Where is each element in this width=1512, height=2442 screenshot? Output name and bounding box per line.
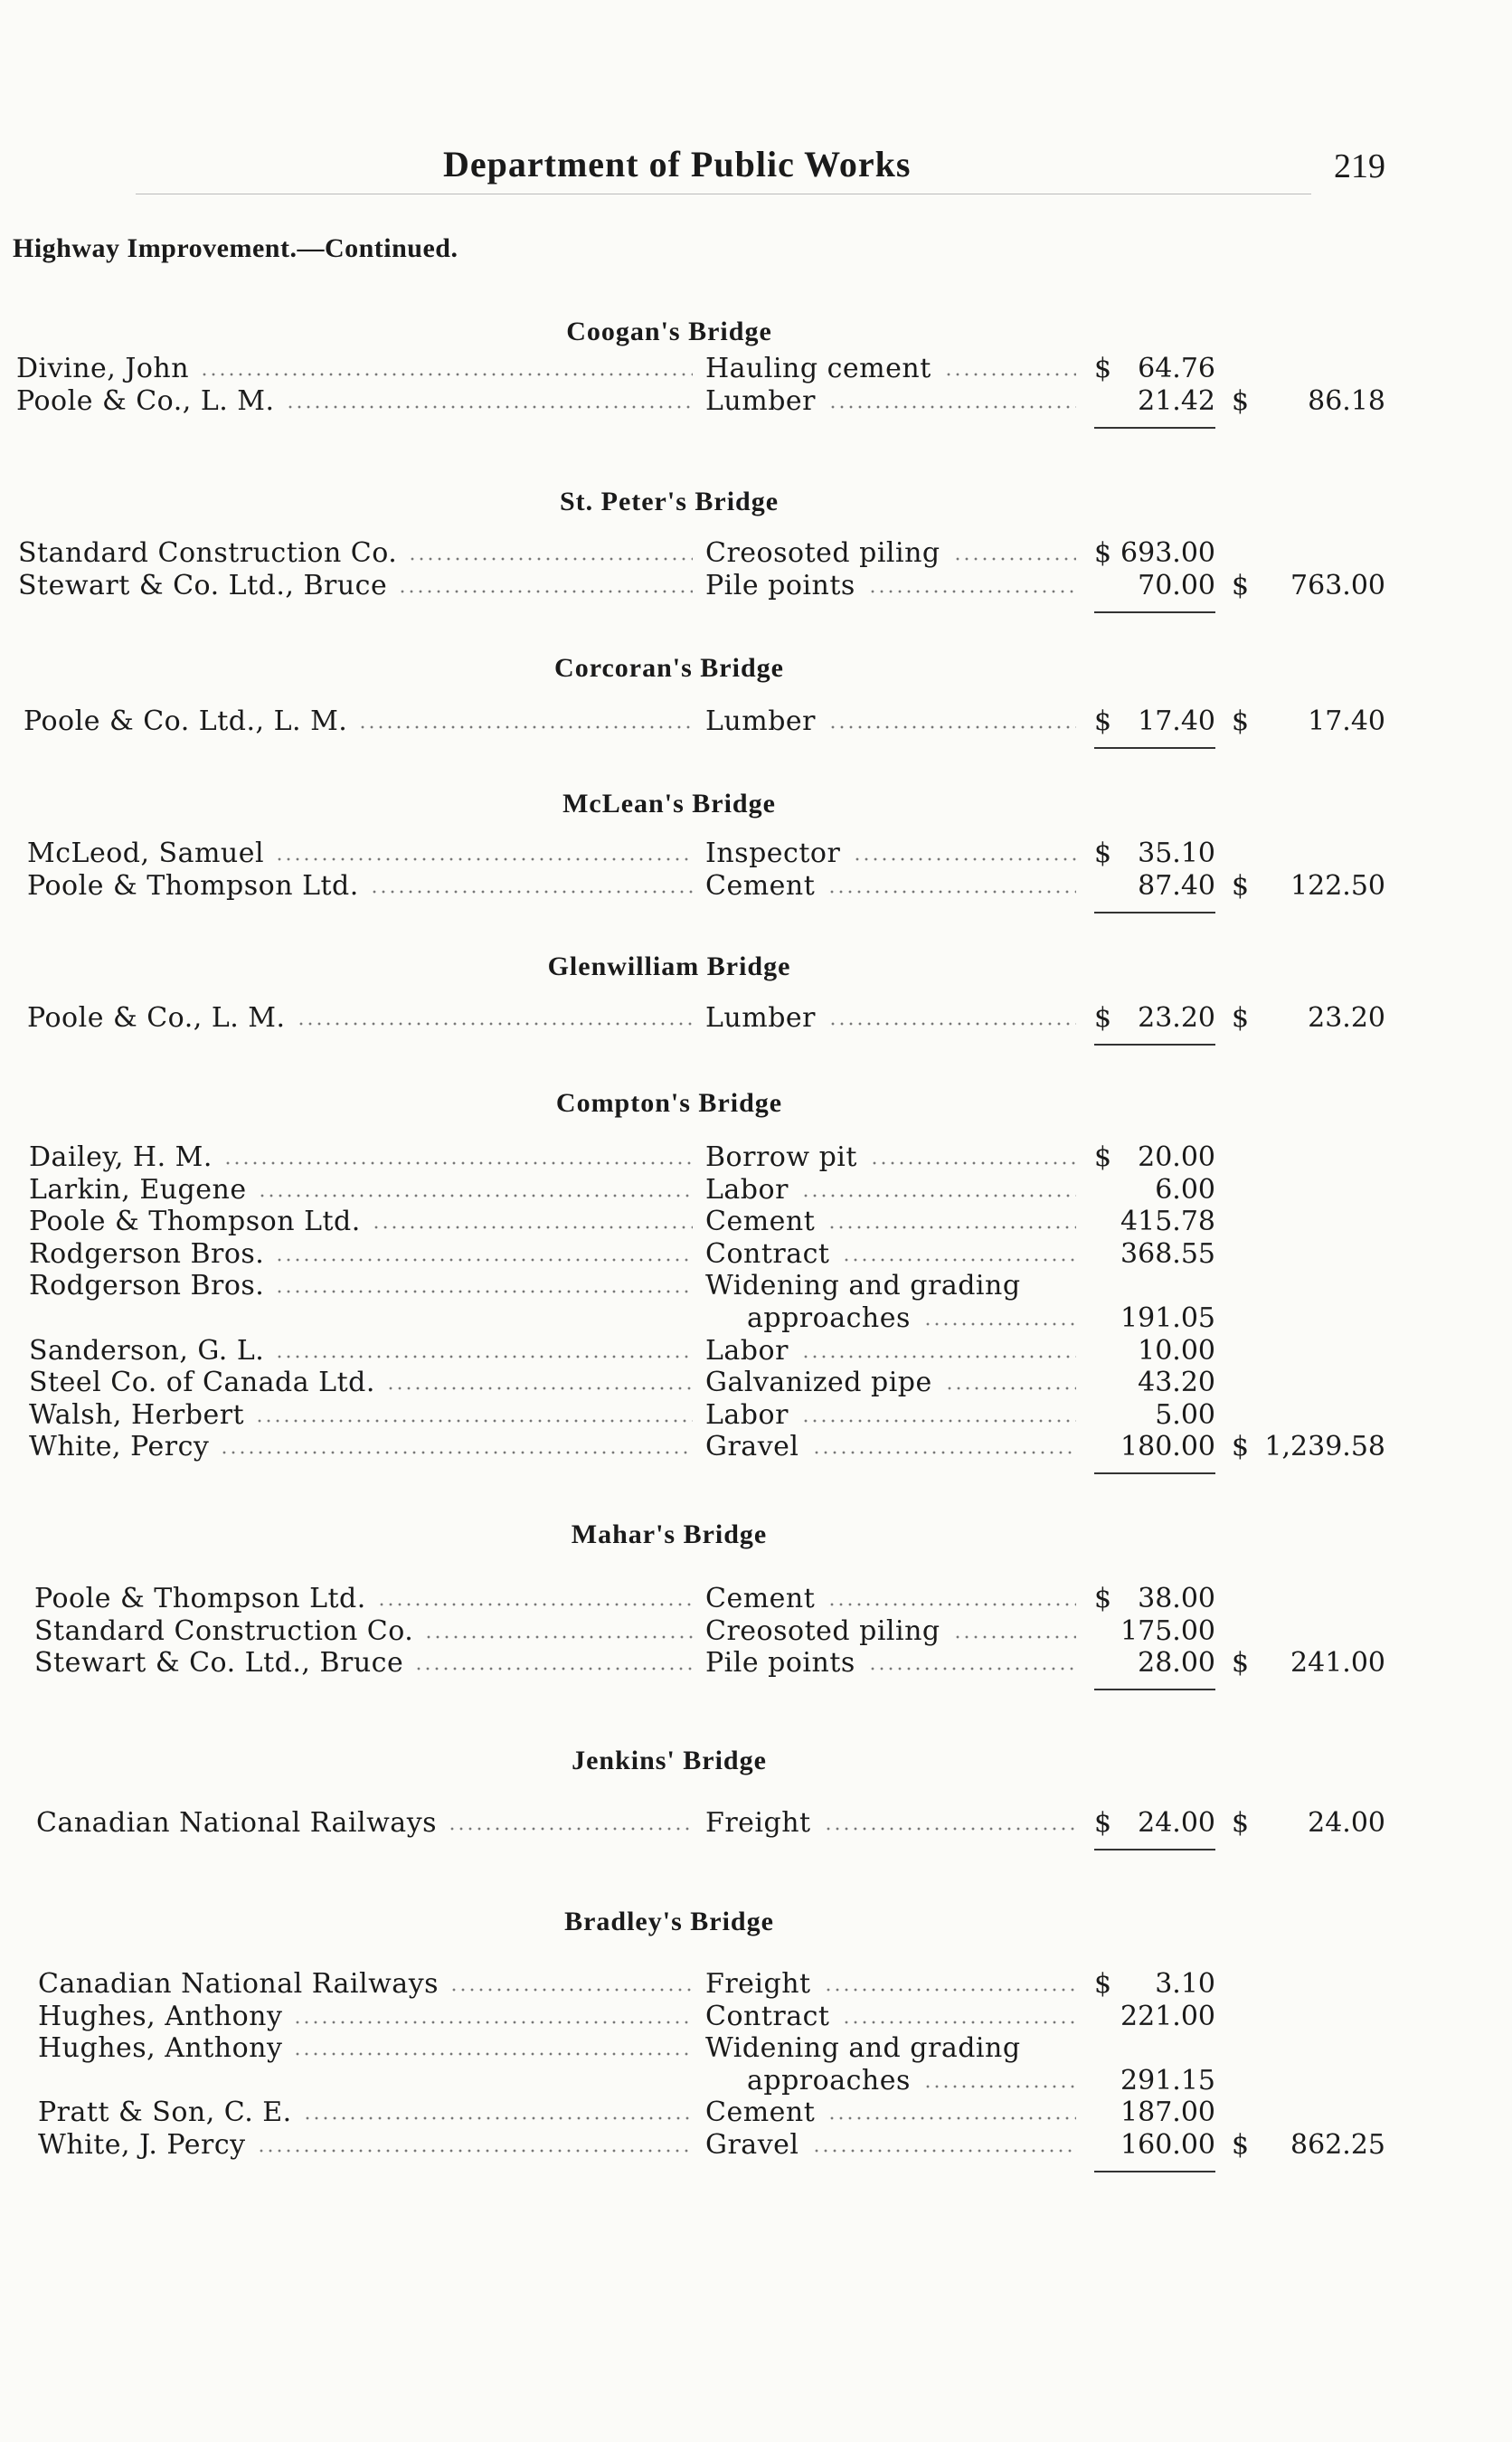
amount-value: 70.00 <box>1138 569 1215 601</box>
leader-dots <box>370 890 693 894</box>
leader-dots <box>449 1988 693 1992</box>
table-row <box>0 1367 1512 1399</box>
bridge-title: St. Peter's Bridge <box>559 487 780 516</box>
payee-name: Hughes, Anthony <box>38 2032 283 2065</box>
page-title: Department of Public Works <box>443 144 912 185</box>
amount-value: 35.10 <box>1138 838 1215 869</box>
total-dollar-sign: $ <box>1232 869 1250 902</box>
leader-dots <box>842 1258 1076 1262</box>
item-description-continued: approaches <box>747 2064 911 2097</box>
dollar-sign: $ <box>1094 537 1112 569</box>
leader-dots <box>257 2149 693 2153</box>
item-description: Cement <box>705 1583 816 1614</box>
leader-dots <box>424 1635 693 1639</box>
payee-name: Poole & Thompson Ltd. <box>29 1206 361 1238</box>
total-dollar-sign: $ <box>1232 705 1250 737</box>
leader-dots <box>293 2052 693 2056</box>
item-description: Borrow pit <box>705 1141 857 1173</box>
amount-subtotal-rule <box>1094 1849 1215 1850</box>
table-row <box>0 1399 1512 1432</box>
table-row <box>0 1238 1512 1271</box>
table-row <box>0 1302 1512 1335</box>
amount-value: 5.00 <box>1155 1398 1215 1431</box>
dollar-sign: $ <box>1094 1002 1112 1034</box>
total-dollar-sign: $ <box>1232 2129 1250 2161</box>
section-subhead: Highway Improvement.—Continued. <box>13 233 458 263</box>
item-description: Contract <box>705 2000 830 2032</box>
leader-dots <box>827 1226 1076 1229</box>
table-row <box>0 570 1512 602</box>
payee-name: Hughes, Anthony <box>38 2000 283 2032</box>
dollar-sign: $ <box>1094 705 1112 737</box>
table-row <box>0 1335 1512 1368</box>
dollar-sign: $ <box>1094 1968 1112 2000</box>
amount-value: 64.76 <box>1138 353 1215 384</box>
item-description: Gravel <box>705 2129 799 2161</box>
leader-dots <box>448 1827 693 1831</box>
amount-value: 187.00 <box>1120 2097 1215 2129</box>
item-description: Inspector <box>705 838 841 869</box>
payee-name: Stewart & Co. Ltd., Bruce <box>34 1647 404 1680</box>
leader-dots <box>801 1194 1076 1197</box>
table-row <box>0 353 1512 385</box>
table-row <box>0 838 1512 870</box>
amount-value: 38.00 <box>1138 1583 1215 1614</box>
amount-value: 43.20 <box>1138 1367 1215 1399</box>
leader-dots <box>386 1387 693 1390</box>
table-row <box>0 2097 1512 2129</box>
item-description: Widening and grading <box>705 1270 1021 1302</box>
amount-subtotal-rule <box>1094 1472 1215 1474</box>
leader-dots <box>377 1603 693 1606</box>
leader-dots <box>223 1161 693 1165</box>
leader-dots <box>868 1667 1076 1671</box>
item-description: Lumber <box>705 1002 816 1034</box>
leader-dots <box>801 1419 1076 1423</box>
item-description: Galvanized pipe <box>705 1367 932 1399</box>
amount-value: 87.40 <box>1138 869 1215 902</box>
item-description: Pile points <box>705 1647 855 1680</box>
amount-subtotal-rule <box>1094 1044 1215 1046</box>
payee-name: McLeod, Samuel <box>27 838 265 869</box>
section-total: 86.18 <box>1308 384 1385 417</box>
bridge-title: Bradley's Bridge <box>564 1907 774 1936</box>
item-description: Lumber <box>705 384 816 417</box>
leader-dots <box>812 2149 1077 2153</box>
table-row <box>0 1174 1512 1207</box>
leader-dots <box>842 2021 1076 2024</box>
bridge-title: Mahar's Bridge <box>571 1519 768 1549</box>
leader-dots <box>953 557 1076 561</box>
item-description: Cement <box>705 2097 816 2129</box>
amount-value: 180.00 <box>1120 1431 1215 1463</box>
amount-value: 415.78 <box>1120 1206 1215 1238</box>
total-dollar-sign: $ <box>1232 1647 1250 1680</box>
payee-name: Walsh, Herbert <box>29 1398 245 1431</box>
table-row <box>0 2129 1512 2162</box>
payee-name: Larkin, Eugene <box>29 1173 247 1206</box>
table-row <box>0 1431 1512 1463</box>
amount-value: 221.00 <box>1120 2000 1215 2032</box>
leader-dots <box>827 1603 1076 1606</box>
amount-value: 10.00 <box>1138 1334 1215 1367</box>
page-number: 219 <box>1334 147 1385 185</box>
leader-dots <box>414 1667 693 1671</box>
amount-subtotal-rule <box>1094 427 1215 429</box>
item-description: Freight <box>705 1807 811 1839</box>
amount-value: 693.00 <box>1120 537 1215 569</box>
payee-name: White, J. Percy <box>38 2129 246 2161</box>
payee-name: Steel Co. of Canada Ltd. <box>29 1367 375 1399</box>
payee-name: Canadian National Railways <box>38 1968 439 2000</box>
table-row <box>0 1270 1512 1302</box>
section-total: 24.00 <box>1308 1807 1385 1839</box>
bridge-title: Corcoran's Bridge <box>554 653 784 683</box>
leader-dots <box>868 590 1076 593</box>
section-total: 241.00 <box>1290 1647 1385 1680</box>
item-description: Hauling cement <box>705 353 931 384</box>
item-description: Labor <box>705 1398 789 1431</box>
leader-dots <box>398 590 693 593</box>
payee-name: Rodgerson Bros. <box>29 1237 265 1270</box>
payee-name: Poole & Co., L. M. <box>16 384 275 417</box>
leader-dots <box>824 1827 1076 1831</box>
item-description: Cement <box>705 869 816 902</box>
item-description: Labor <box>705 1334 789 1367</box>
leader-dots <box>923 1322 1076 1326</box>
dollar-sign: $ <box>1094 1583 1112 1614</box>
leader-dots <box>923 2085 1076 2088</box>
total-dollar-sign: $ <box>1232 1002 1250 1034</box>
amount-subtotal-rule <box>1094 747 1215 749</box>
item-description-continued: approaches <box>747 1302 911 1334</box>
payee-name: Standard Construction Co. <box>34 1614 414 1647</box>
leader-dots <box>275 857 693 861</box>
payee-name: Rodgerson Bros. <box>29 1270 265 1302</box>
payee-name: Pratt & Son, C. E. <box>38 2097 292 2129</box>
leader-dots <box>828 725 1076 729</box>
leader-dots <box>275 1258 693 1262</box>
leader-dots <box>853 857 1076 861</box>
table-row <box>0 1647 1512 1680</box>
leader-dots <box>258 1194 693 1197</box>
item-description: Creosoted piling <box>705 1614 940 1647</box>
table-row <box>0 1807 1512 1840</box>
table-row <box>0 1141 1512 1174</box>
leader-dots <box>827 2116 1076 2120</box>
table-row <box>0 2065 1512 2097</box>
payee-name: Poole & Co. Ltd., L. M. <box>24 705 348 737</box>
total-dollar-sign: $ <box>1232 1807 1250 1839</box>
amount-value: 191.05 <box>1120 1302 1215 1334</box>
leader-dots <box>297 1022 693 1026</box>
payee-name: Dailey, H. M. <box>29 1141 213 1173</box>
dollar-sign: $ <box>1094 1807 1112 1839</box>
total-dollar-sign: $ <box>1232 1431 1250 1463</box>
leader-dots <box>372 1226 693 1229</box>
bridge-title: Compton's Bridge <box>555 1088 783 1118</box>
item-description: Freight <box>705 1968 811 2000</box>
table-row <box>0 2001 1512 2033</box>
item-description: Widening and grading <box>705 2032 1021 2065</box>
table-row <box>0 705 1512 738</box>
bridge-title: McLean's Bridge <box>562 789 776 819</box>
table-row <box>0 2032 1512 2065</box>
leader-dots <box>275 1290 693 1293</box>
amount-value: 3.10 <box>1155 1968 1215 2000</box>
leader-dots <box>286 405 693 409</box>
payee-name: Poole & Co., L. M. <box>27 1002 286 1034</box>
table-row <box>0 385 1512 418</box>
payee-name: Poole & Thompson Ltd. <box>34 1583 366 1614</box>
leader-dots <box>303 2116 693 2120</box>
payee-name: Stewart & Co. Ltd., Bruce <box>18 569 388 601</box>
table-row <box>0 1583 1512 1615</box>
leader-dots <box>870 1161 1076 1165</box>
dollar-sign: $ <box>1094 838 1112 869</box>
table-row <box>0 870 1512 903</box>
amount-value: 160.00 <box>1120 2129 1215 2161</box>
bridge-title: Coogan's Bridge <box>566 317 772 346</box>
table-row <box>0 1206 1512 1238</box>
leader-dots <box>827 890 1076 894</box>
item-description: Pile points <box>705 569 855 601</box>
dollar-sign: $ <box>1094 353 1112 384</box>
section-total: 1,239.58 <box>1264 1431 1385 1463</box>
section-total: 17.40 <box>1308 705 1385 737</box>
leader-dots <box>200 373 693 376</box>
total-dollar-sign: $ <box>1232 569 1250 601</box>
leader-dots <box>408 557 693 561</box>
amount-value: 175.00 <box>1120 1614 1215 1647</box>
leader-dots <box>275 1355 693 1358</box>
amount-subtotal-rule <box>1094 1689 1215 1690</box>
section-total: 122.50 <box>1290 869 1385 902</box>
payee-name: Canadian National Railways <box>36 1807 438 1839</box>
dollar-sign: $ <box>1094 1141 1112 1173</box>
item-description: Gravel <box>705 1431 799 1463</box>
amount-subtotal-rule <box>1094 2171 1215 2172</box>
leader-dots <box>945 1387 1076 1390</box>
amount-value: 291.15 <box>1120 2064 1215 2097</box>
section-total: 763.00 <box>1290 569 1385 601</box>
section-total: 862.25 <box>1290 2129 1385 2161</box>
table-row <box>0 1615 1512 1648</box>
item-description: Contract <box>705 1237 830 1270</box>
leader-dots <box>824 1988 1076 1992</box>
bridge-title: Jenkins' Bridge <box>572 1746 767 1775</box>
item-description: Labor <box>705 1173 789 1206</box>
leader-dots <box>801 1355 1076 1358</box>
item-description: Cement <box>705 1206 816 1238</box>
leader-dots <box>828 405 1076 409</box>
leader-dots <box>358 725 693 729</box>
section-total: 23.20 <box>1308 1002 1385 1034</box>
payee-name: Poole & Thompson Ltd. <box>27 869 359 902</box>
bridge-title: Glenwilliam Bridge <box>547 951 791 981</box>
leader-dots <box>828 1022 1076 1026</box>
amount-value: 28.00 <box>1138 1647 1215 1680</box>
amount-value: 24.00 <box>1138 1807 1215 1839</box>
leader-dots <box>953 1635 1076 1639</box>
amount-subtotal-rule <box>1094 912 1215 913</box>
amount-value: 20.00 <box>1138 1141 1215 1173</box>
item-description: Creosoted piling <box>705 537 940 569</box>
leader-dots <box>293 2021 693 2024</box>
total-dollar-sign: $ <box>1232 384 1250 417</box>
leader-dots <box>255 1419 693 1423</box>
page-header <box>0 143 1512 197</box>
item-description: Lumber <box>705 705 816 737</box>
table-row <box>0 537 1512 570</box>
amount-value: 368.55 <box>1120 1237 1215 1270</box>
payee-name: White, Percy <box>29 1431 210 1463</box>
amount-subtotal-rule <box>1094 611 1215 613</box>
amount-value: 17.40 <box>1138 705 1215 737</box>
payee-name: Standard Construction Co. <box>18 537 398 569</box>
leader-dots <box>812 1451 1077 1454</box>
table-row <box>0 1968 1512 2001</box>
amount-value: 21.42 <box>1138 384 1215 417</box>
payee-name: Sanderson, G. L. <box>29 1334 265 1367</box>
table-row <box>0 1002 1512 1035</box>
payee-name: Divine, John <box>16 353 190 384</box>
amount-value: 23.20 <box>1138 1002 1215 1034</box>
leader-dots <box>944 373 1076 376</box>
amount-value: 6.00 <box>1155 1173 1215 1206</box>
leader-dots <box>220 1451 693 1454</box>
